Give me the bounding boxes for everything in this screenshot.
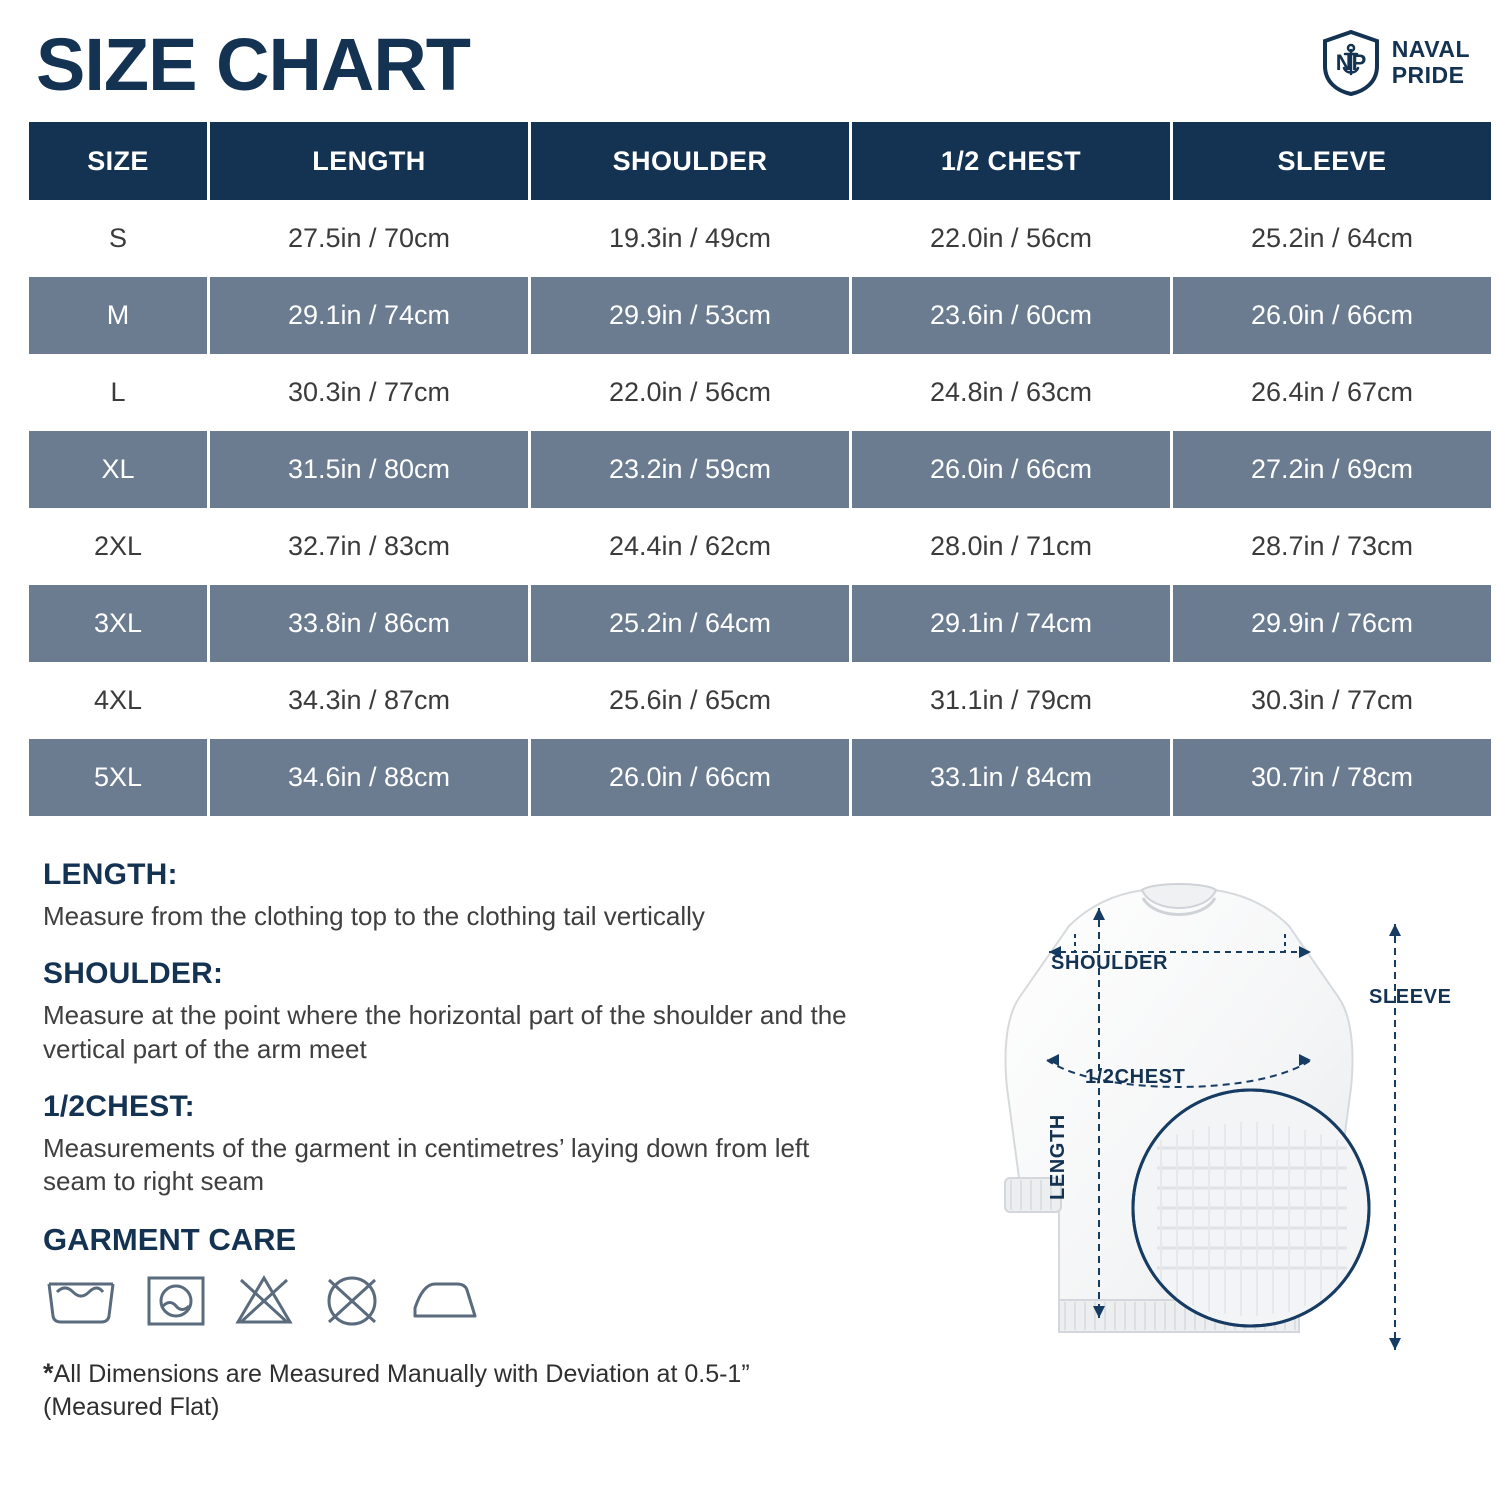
footnote	[43, 1356, 833, 1424]
cell-length: 34.6in / 88cm	[209, 739, 530, 816]
cell-sleeve: 29.9in / 76cm	[1172, 585, 1492, 662]
cell-size: 4XL	[29, 662, 209, 739]
cell-sleeve: 26.4in / 67cm	[1172, 354, 1492, 431]
column-header-sleeve: SLEEVE	[1172, 122, 1492, 200]
cell-size: 3XL	[29, 585, 209, 662]
garment-diagram	[899, 848, 1459, 1448]
tumble-dry-icon	[145, 1272, 207, 1330]
cell-shoulder: 25.6in / 65cm	[530, 662, 851, 739]
table-row	[29, 431, 1491, 508]
cell-shoulder: 23.2in / 59cm	[530, 431, 851, 508]
cell-sleeve: 30.7in / 78cm	[1172, 739, 1492, 816]
footnote-star: *	[43, 1358, 54, 1389]
note-body-chest: Measurements of the garment in centimetres’ laying down from left seam to right seam	[43, 1132, 810, 1197]
note-title-chest: 1/2CHEST:	[43, 1089, 195, 1123]
shield-anchor-icon	[1322, 30, 1380, 96]
garment-care-title: GARMENT CARE	[43, 1222, 297, 1258]
diagram-label-sleeve: SLEEVE	[1369, 986, 1452, 1008]
cell-sleeve: 30.3in / 77cm	[1172, 662, 1492, 739]
cell-size: S	[29, 200, 209, 277]
cell-shoulder: 25.2in / 64cm	[530, 585, 851, 662]
measurement-notes	[29, 858, 889, 1448]
cell-length: 32.7in / 83cm	[209, 508, 530, 585]
cell-chest: 26.0in / 66cm	[851, 431, 1172, 508]
cell-length: 30.3in / 77cm	[209, 354, 530, 431]
cell-length: 27.5in / 70cm	[209, 200, 530, 277]
column-header-size: SIZE	[29, 122, 209, 200]
brand-logo	[1322, 30, 1470, 96]
cell-sleeve: 25.2in / 64cm	[1172, 200, 1492, 277]
cell-size: M	[29, 277, 209, 354]
size-table	[29, 122, 1491, 816]
note-body-shoulder: Measure at the point where the horizontal part of the shoulder and the vertical part of the arm meet	[43, 1000, 847, 1064]
cell-shoulder: 19.3in / 49cm	[530, 200, 851, 277]
column-header-chest: 1/2 CHEST	[851, 122, 1172, 200]
cell-chest: 29.1in / 74cm	[851, 585, 1172, 662]
note-title-shoulder: SHOULDER:	[43, 957, 224, 991]
cell-size: L	[29, 354, 209, 431]
cell-size: 5XL	[29, 739, 209, 816]
cell-length: 29.1in / 74cm	[209, 277, 530, 354]
note-body-length: Measure from the clothing top to the clothing tail vertically	[43, 901, 705, 931]
table-row	[29, 739, 1491, 816]
brand-name	[1392, 37, 1470, 89]
cell-shoulder: 22.0in / 56cm	[530, 354, 851, 431]
cell-length: 34.3in / 87cm	[209, 662, 530, 739]
note-title-length: LENGTH:	[43, 858, 178, 891]
brand-line-2: PRIDE	[1391, 62, 1465, 88]
diagram-label-chest: 1/2CHEST	[1085, 1066, 1186, 1088]
brand-line-1: NAVAL	[1391, 36, 1470, 63]
cell-shoulder: 26.0in / 66cm	[530, 739, 851, 816]
cell-shoulder: 29.9in / 53cm	[530, 277, 851, 354]
sweatshirt-illustration	[899, 848, 1459, 1408]
cell-sleeve: 27.2in / 69cm	[1172, 431, 1492, 508]
footnote-text: All Dimensions are Measured Manually with Deviation at 0.5-1” (Measured Flat)	[43, 1360, 750, 1422]
hand-wash-icon	[43, 1272, 119, 1330]
table-row	[29, 585, 1491, 662]
column-header-length: LENGTH	[209, 122, 530, 200]
cell-sleeve: 26.0in / 66cm	[1172, 277, 1492, 354]
cell-size: XL	[29, 431, 209, 508]
cell-length: 33.8in / 86cm	[209, 585, 530, 662]
page-header	[0, 0, 1500, 122]
garment-care-icons	[43, 1272, 889, 1330]
table-header-row	[29, 122, 1491, 200]
cell-chest: 33.1in / 84cm	[851, 739, 1172, 816]
table-row	[29, 354, 1491, 431]
cell-chest: 31.1in / 79cm	[851, 662, 1172, 739]
iron-low-heat-icon	[409, 1272, 481, 1330]
table-row	[29, 662, 1491, 739]
page-title: SIZE CHART	[36, 23, 470, 106]
do-not-bleach-icon	[233, 1272, 295, 1330]
table-row	[29, 508, 1491, 585]
diagram-label-shoulder: SHOULDER	[1051, 952, 1169, 974]
cell-chest: 22.0in / 56cm	[851, 200, 1172, 277]
cell-chest: 28.0in / 71cm	[851, 508, 1172, 585]
table-row	[29, 277, 1491, 354]
cell-chest: 24.8in / 63cm	[851, 354, 1172, 431]
cell-shoulder: 24.4in / 62cm	[530, 508, 851, 585]
diagram-label-length: LENGTH	[1047, 1114, 1069, 1200]
table-row	[29, 200, 1491, 277]
cell-length: 31.5in / 80cm	[209, 431, 530, 508]
column-header-shoulder: SHOULDER	[530, 122, 851, 200]
cell-chest: 23.6in / 60cm	[851, 277, 1172, 354]
do-not-dry-clean-icon	[321, 1272, 383, 1330]
svg-text:NP: NP	[1335, 50, 1366, 75]
lower-section	[0, 816, 1500, 1448]
cell-sleeve: 28.7in / 73cm	[1172, 508, 1492, 585]
cell-size: 2XL	[29, 508, 209, 585]
